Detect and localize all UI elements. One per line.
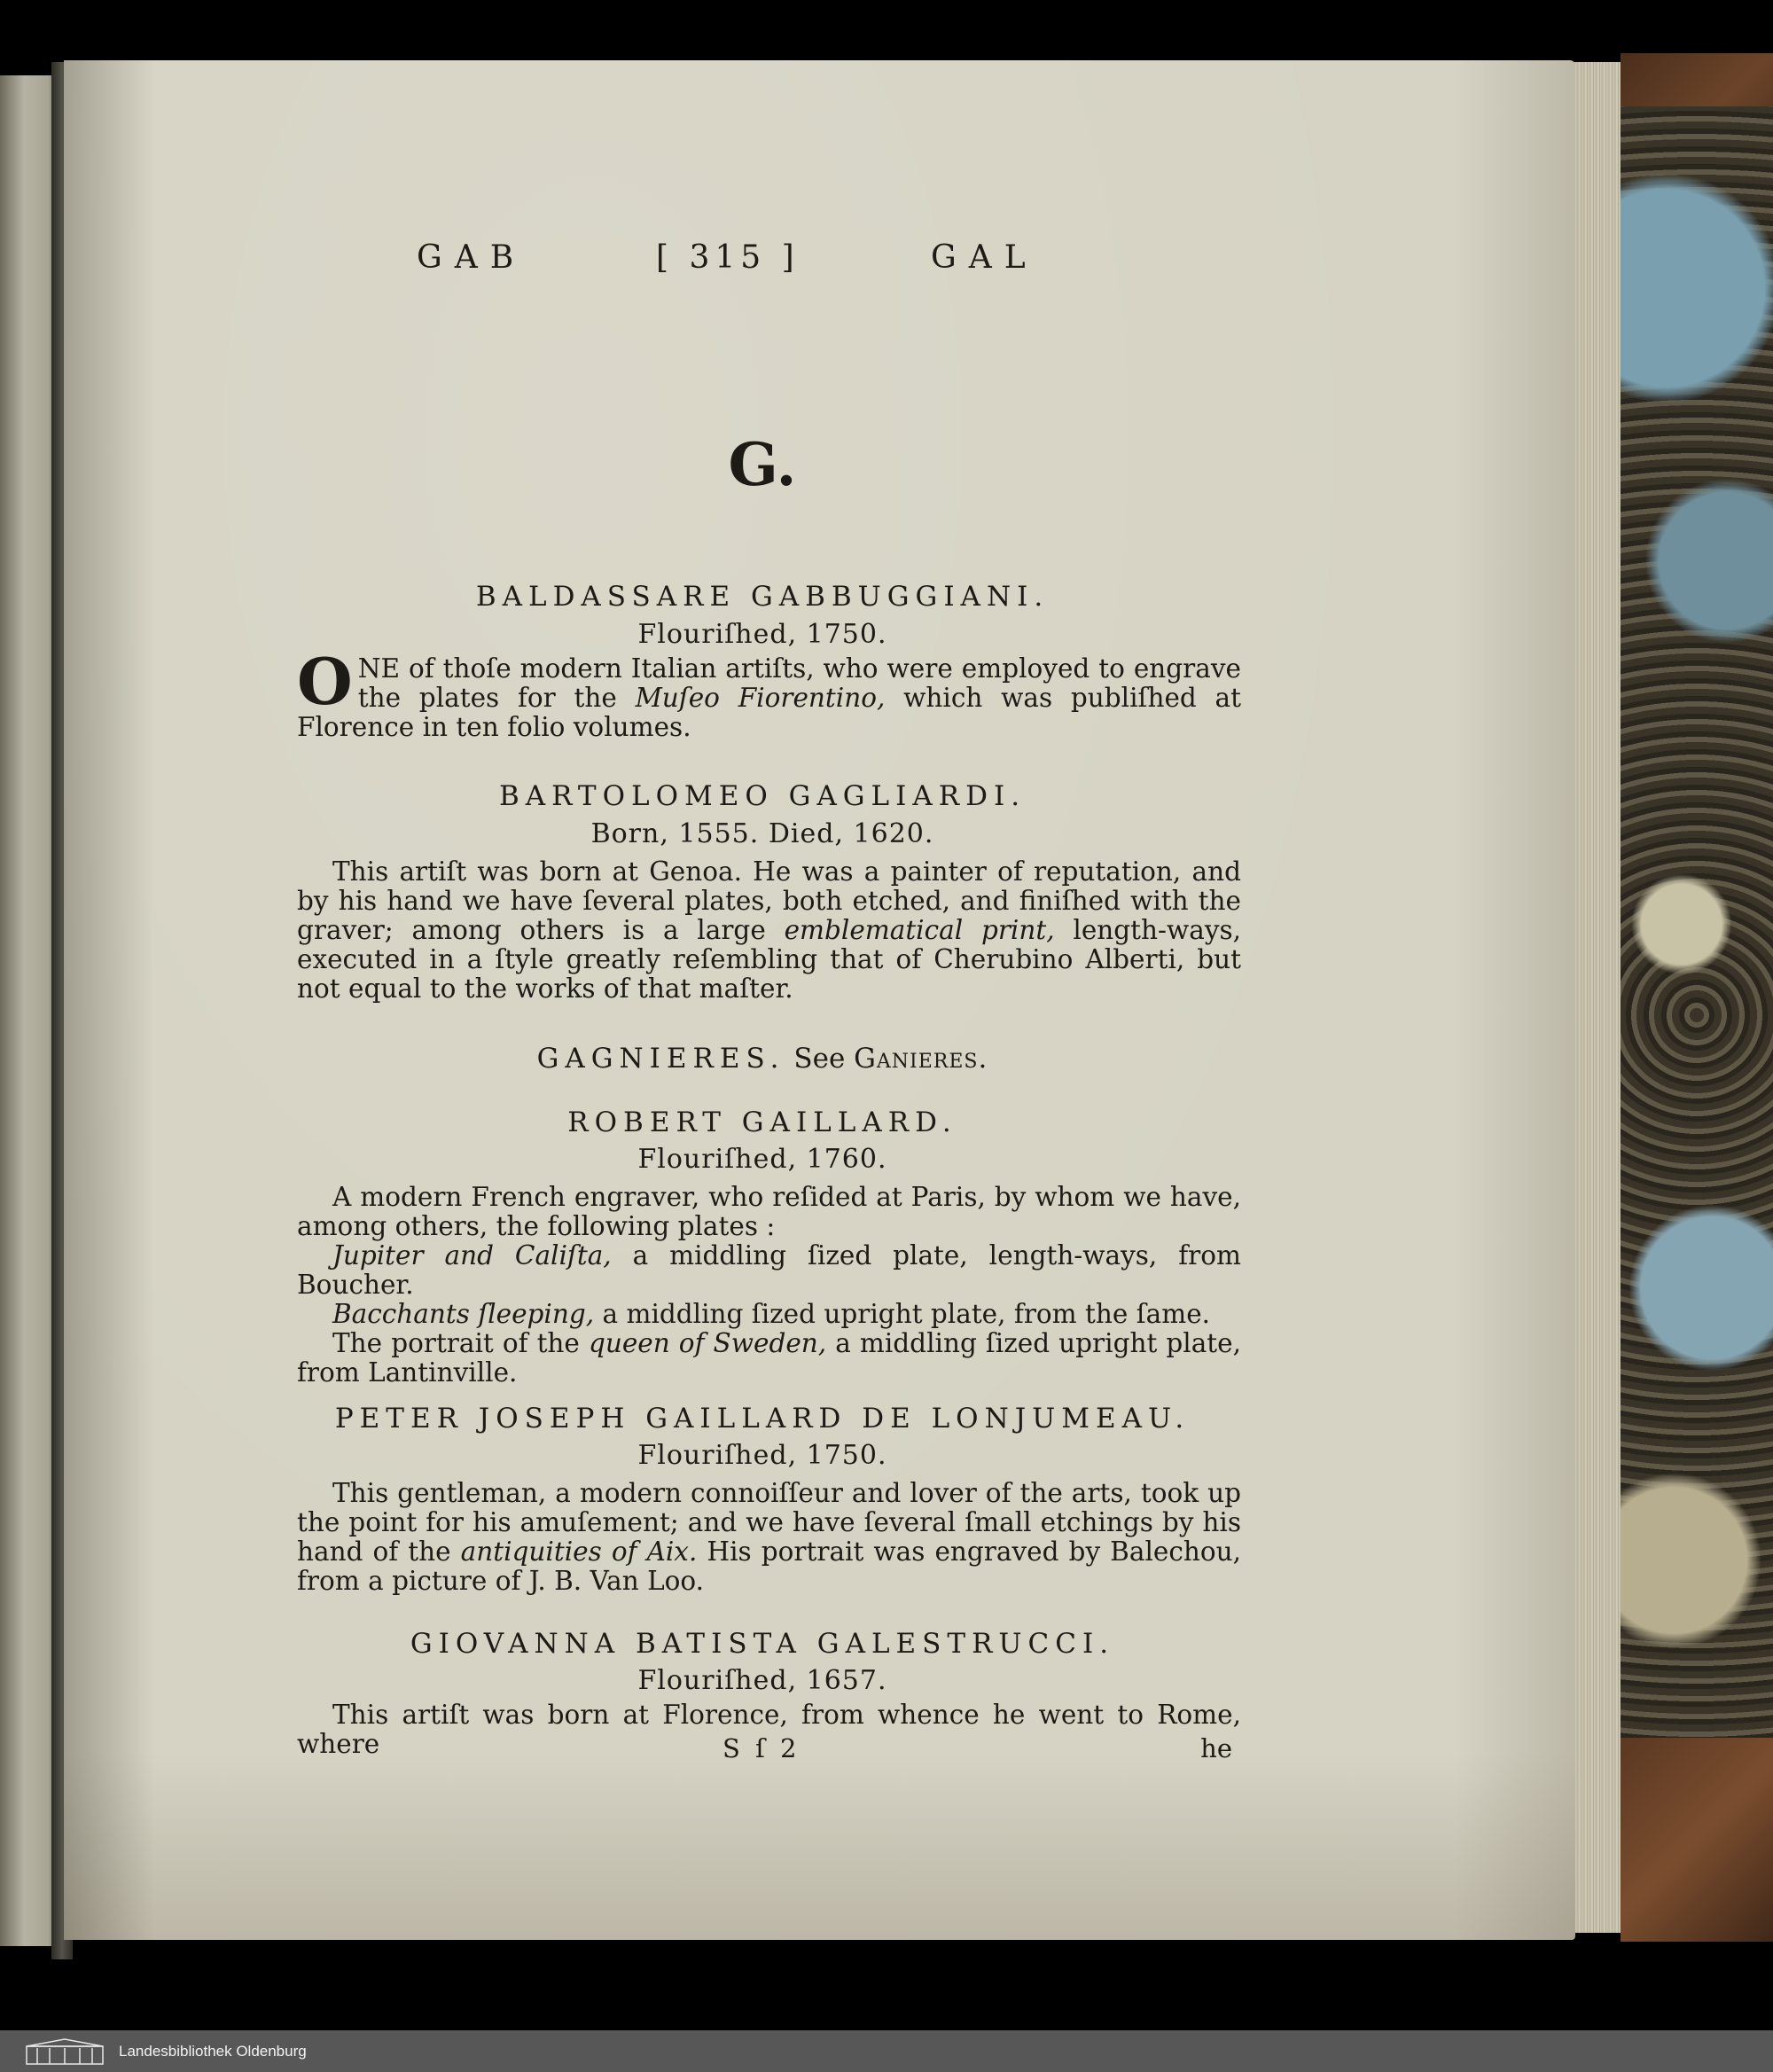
library-name: Landesbibliothek Oldenburg [119,2043,307,2060]
see-target: Ganieres. [854,1043,988,1075]
entry-text: NE of thoſe modern Italian artiſts, who were employed to engrave the plates for the [357,653,1241,713]
entry-date: Flouriſhed, 1760. [637,1144,887,1175]
entry-heading: GAGNIERES. [536,1043,785,1075]
plate-description: a middling ſized upright plate, from the ſame. [594,1299,1211,1329]
plate-description: a middling ſized upright plate, from Lantinville. [297,1328,1241,1388]
entry-body [297,644,1242,742]
library-footer [0,2030,1773,2072]
plate-prefix: The portrait of the [332,1328,589,1358]
entry-text: This artiſt was born at Florence, from whence he went to Rome, where [297,1700,1241,1759]
plate-item [297,1241,1241,1300]
entry-body [297,1479,1241,1596]
section-letter: G. [728,430,797,499]
see-label: See [793,1043,846,1075]
plate-item [297,1329,1241,1388]
drop-cap: O [297,644,353,719]
entry-body [297,1183,1241,1388]
entry-date: Flouriſhed, 1750. [637,1440,887,1471]
entry-date: Born, 1555. Died, 1620. [590,818,934,849]
plate-title: Jupiter and Caliſta, [332,1240,612,1271]
catchword: he [1200,1733,1232,1763]
page-block-edges [1569,62,1621,1933]
running-head-left: GAB [417,239,527,276]
entry-heading: ROBERT GAILLARD. [567,1106,957,1138]
entry-text-after: His portrait was engraved by Balechou, from a picture of J. B. Van Loo. [297,1536,1241,1596]
entry-text: This artiſt was born at Genoa. He was a painter of reputation, and by his hand we have ſeveral plates, both etched, and finiſhed with the graver; among others is a large [297,856,1241,945]
entry-date: Flouriſhed, 1657. [637,1665,887,1696]
library-building-icon [25,2037,105,2066]
cover-leather-bottom [1621,1738,1773,1942]
entry-italic-title: antiquities of Aix. [460,1536,698,1567]
entry-heading: GIOVANNA BATISTA GALESTRUCCI. [410,1628,1115,1660]
running-head [417,239,1090,284]
marbled-cover [1621,106,1773,1924]
entry-italic-title: Muſeo Fiorentino, [635,683,886,713]
running-head-right: GAL [931,239,1038,276]
entry-date: Flouriſhed, 1750. [637,619,887,650]
plate-title: Bacchants ſleeping, [332,1299,595,1329]
entry-text: This gentleman, a modern connoiſſeur and lover of the arts, took up the point for his amuſement; and we have ſeveral ſmall etchings by his hand of the [297,1478,1241,1567]
page-number: [ 315 ] [656,239,800,276]
cross-reference-entry [293,1043,1232,1075]
entry-text: A modern French engraver, who reſided at Paris, by whom we have, among others, the following plates : [297,1182,1241,1241]
entry-heading: PETER JOSEPH GAILLARD DE LONJUMEAU. [334,1403,1191,1435]
plate-description: a middling ſized plate, length-ways, from Boucher. [297,1240,1241,1300]
signature-mark: S ſ 2 [722,1733,801,1763]
plate-title: queen of Sweden, [588,1328,827,1358]
entry-body [297,857,1241,1004]
entry-italic-title: emblematical print, [784,915,1055,945]
plate-item [297,1300,1241,1329]
entry-text-after: length-ways, executed in a ſtyle greatly reſembling that of Cherubino Alberti, but not equal to the works of that maſter. [297,915,1242,1004]
entry-text-after: which was publiſhed at Florence in ten folio volumes. [297,683,1242,742]
entry-heading: BALDASSARE GABBUGGIANI. [475,581,1050,613]
entry-heading: BARTOLOMEO GAGLIARDI. [498,780,1027,812]
